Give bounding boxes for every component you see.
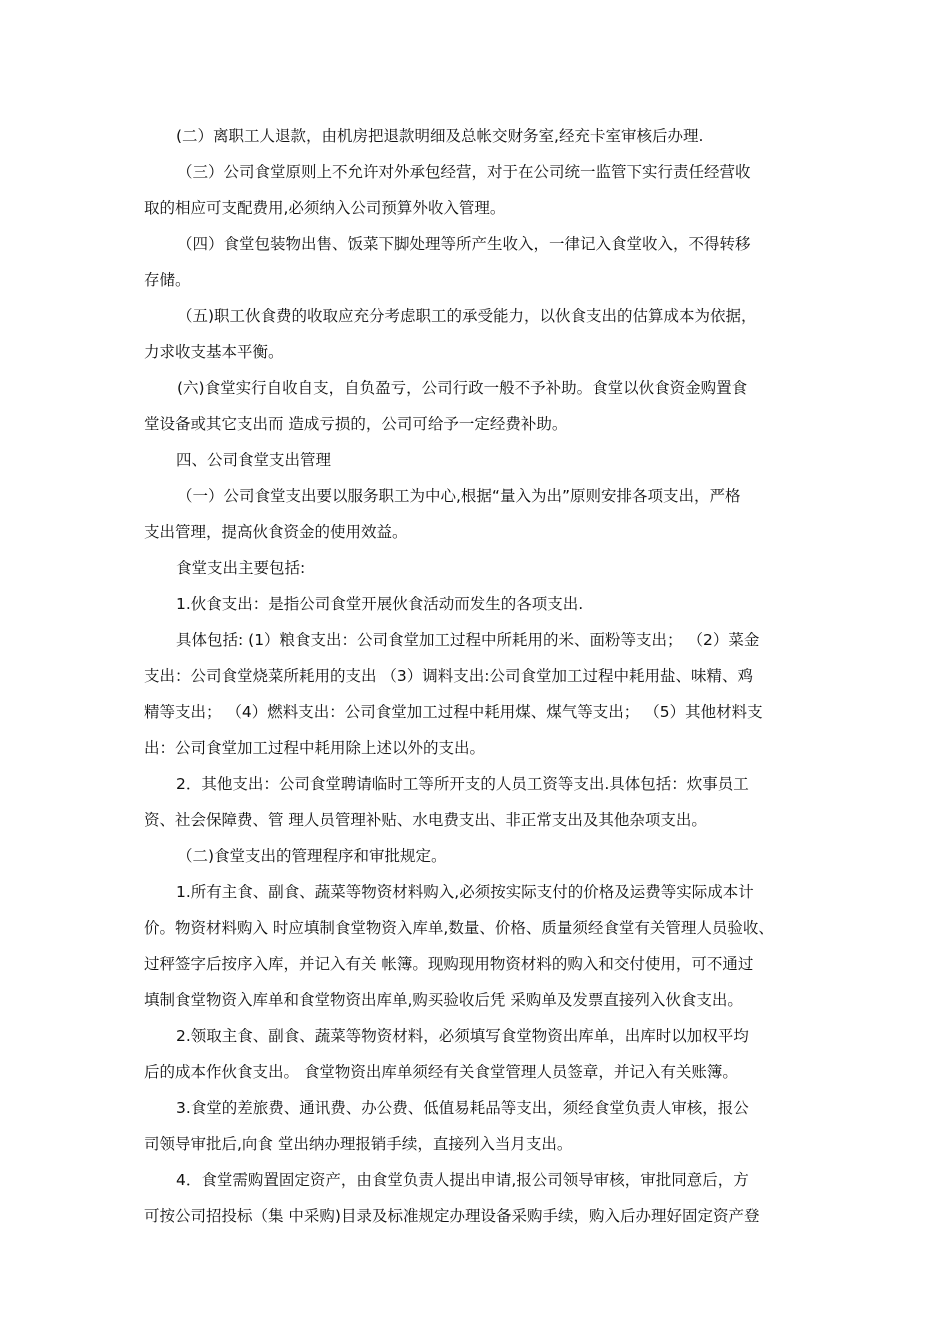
text-line: 司领导审批后,向食 堂出纳办理报销手续，直接列入当月支出。 [144,1135,573,1153]
text-line: 堂设备或其它支出而 造成亏损的，公司可给予一定经费补助。 [144,415,568,433]
text-line: (二）离职工人退款，由机房把退款明细及总帐交财务室,经充卡室审核后办理. [176,127,704,145]
text-line: 食堂支出主要包括: [176,559,306,577]
text-line: 2.领取主食、副食、蔬菜等物资材料，必须填写食堂物资出库单，出库时以加权平均 [176,1027,749,1045]
text-line: 后的成本作伙食支出。 食堂物资出库单须经有关食堂管理人员签章，并记入有关账簿。 [144,1063,738,1081]
text-line: （三）公司食堂原则上不允许对外承包经营，对于在公司统一监管下实行责任经营收 [177,163,751,181]
text-line: （二)食堂支出的管理程序和审批规定。 [177,847,447,865]
text-line: 过秤签字后按序入库，并记入有关 帐簿。现购现用物资材料的购入和交付使用，可不通过 [144,955,754,973]
text-line: 出：公司食堂加工过程中耗用除上述以外的支出。 [144,739,486,757]
text-line: 支出：公司食堂烧菜所耗用的支出 （3）调料支出:公司食堂加工过程中耗用盐、味精、鸡 [144,667,754,685]
text-line: 4．食堂需购置固定资产，由食堂负责人提出申请,报公司领导审核，审批同意后，方 [176,1171,749,1189]
text-line: 2．其他支出：公司食堂聘请临时工等所开支的人员工资等支出.具体包括：炊事员工 [176,775,749,793]
text-line: 资、社会保障费、管 理人员管理补贴、水电费支出、非正常支出及其他杂项支出。 [144,811,707,829]
text-line: 精等支出； （4）燃料支出：公司食堂加工过程中耗用煤、煤气等支出； （5）其他材料支 [144,703,763,721]
text-line: 存储。 [144,271,191,289]
text-line: 可按公司招投标（集 中采购)目录及标准规定办理设备采购手续，购入后办理好固定资产登 [144,1207,760,1225]
text-line: 力求收支基本平衡。 [144,343,284,361]
text-line: 1.伙食支出：是指公司食堂开展伙食活动而发生的各项支出. [176,595,584,613]
text-line: 支出管理，提高伙食资金的使用效益。 [144,523,408,541]
text-line: （一）公司食堂支出要以服务职工为中心,根据“量入为出”原则安排各项支出，严格 [177,487,741,505]
text-line: 1.所有主食、副食、蔬菜等物资材料购入,必须按实际支付的价格及运费等实际成本计 [176,883,754,901]
text-line: (六)食堂实行自收自支，自负盈亏，公司行政一般不予补助。食堂以伙食资金购置食 [177,379,748,397]
text-line: 3.食堂的差旅费、通讯费、办公费、低值易耗品等支出，须经食堂负责人审核，报公 [176,1099,749,1117]
text-line: 价。物资材料购入 时应填制食堂物资入库单,数量、价格、质量须经食堂有关管理人员验收、 [144,919,774,937]
section-heading: 四、公司食堂支出管理 [176,451,332,469]
text-line: （四）食堂包装物出售、饭菜下脚处理等所产生收入，一律记入食堂收入，不得转移 [177,235,751,253]
text-line: 取的相应可支配费用,必须纳入公司预算外收入管理。 [144,199,506,217]
text-line: 填制食堂物资入库单和食堂物资出库单,购买验收后凭 采购单及发票直接列入伙食支出。 [144,991,743,1009]
text-line: 具体包括: (1）粮食支出：公司食堂加工过程中所耗用的米、面粉等支出； （2）菜金 [176,631,760,649]
text-line: （五)职工伙食费的收取应充分考虑职工的承受能力，以伙食支出的估算成本为依据， [177,307,757,325]
